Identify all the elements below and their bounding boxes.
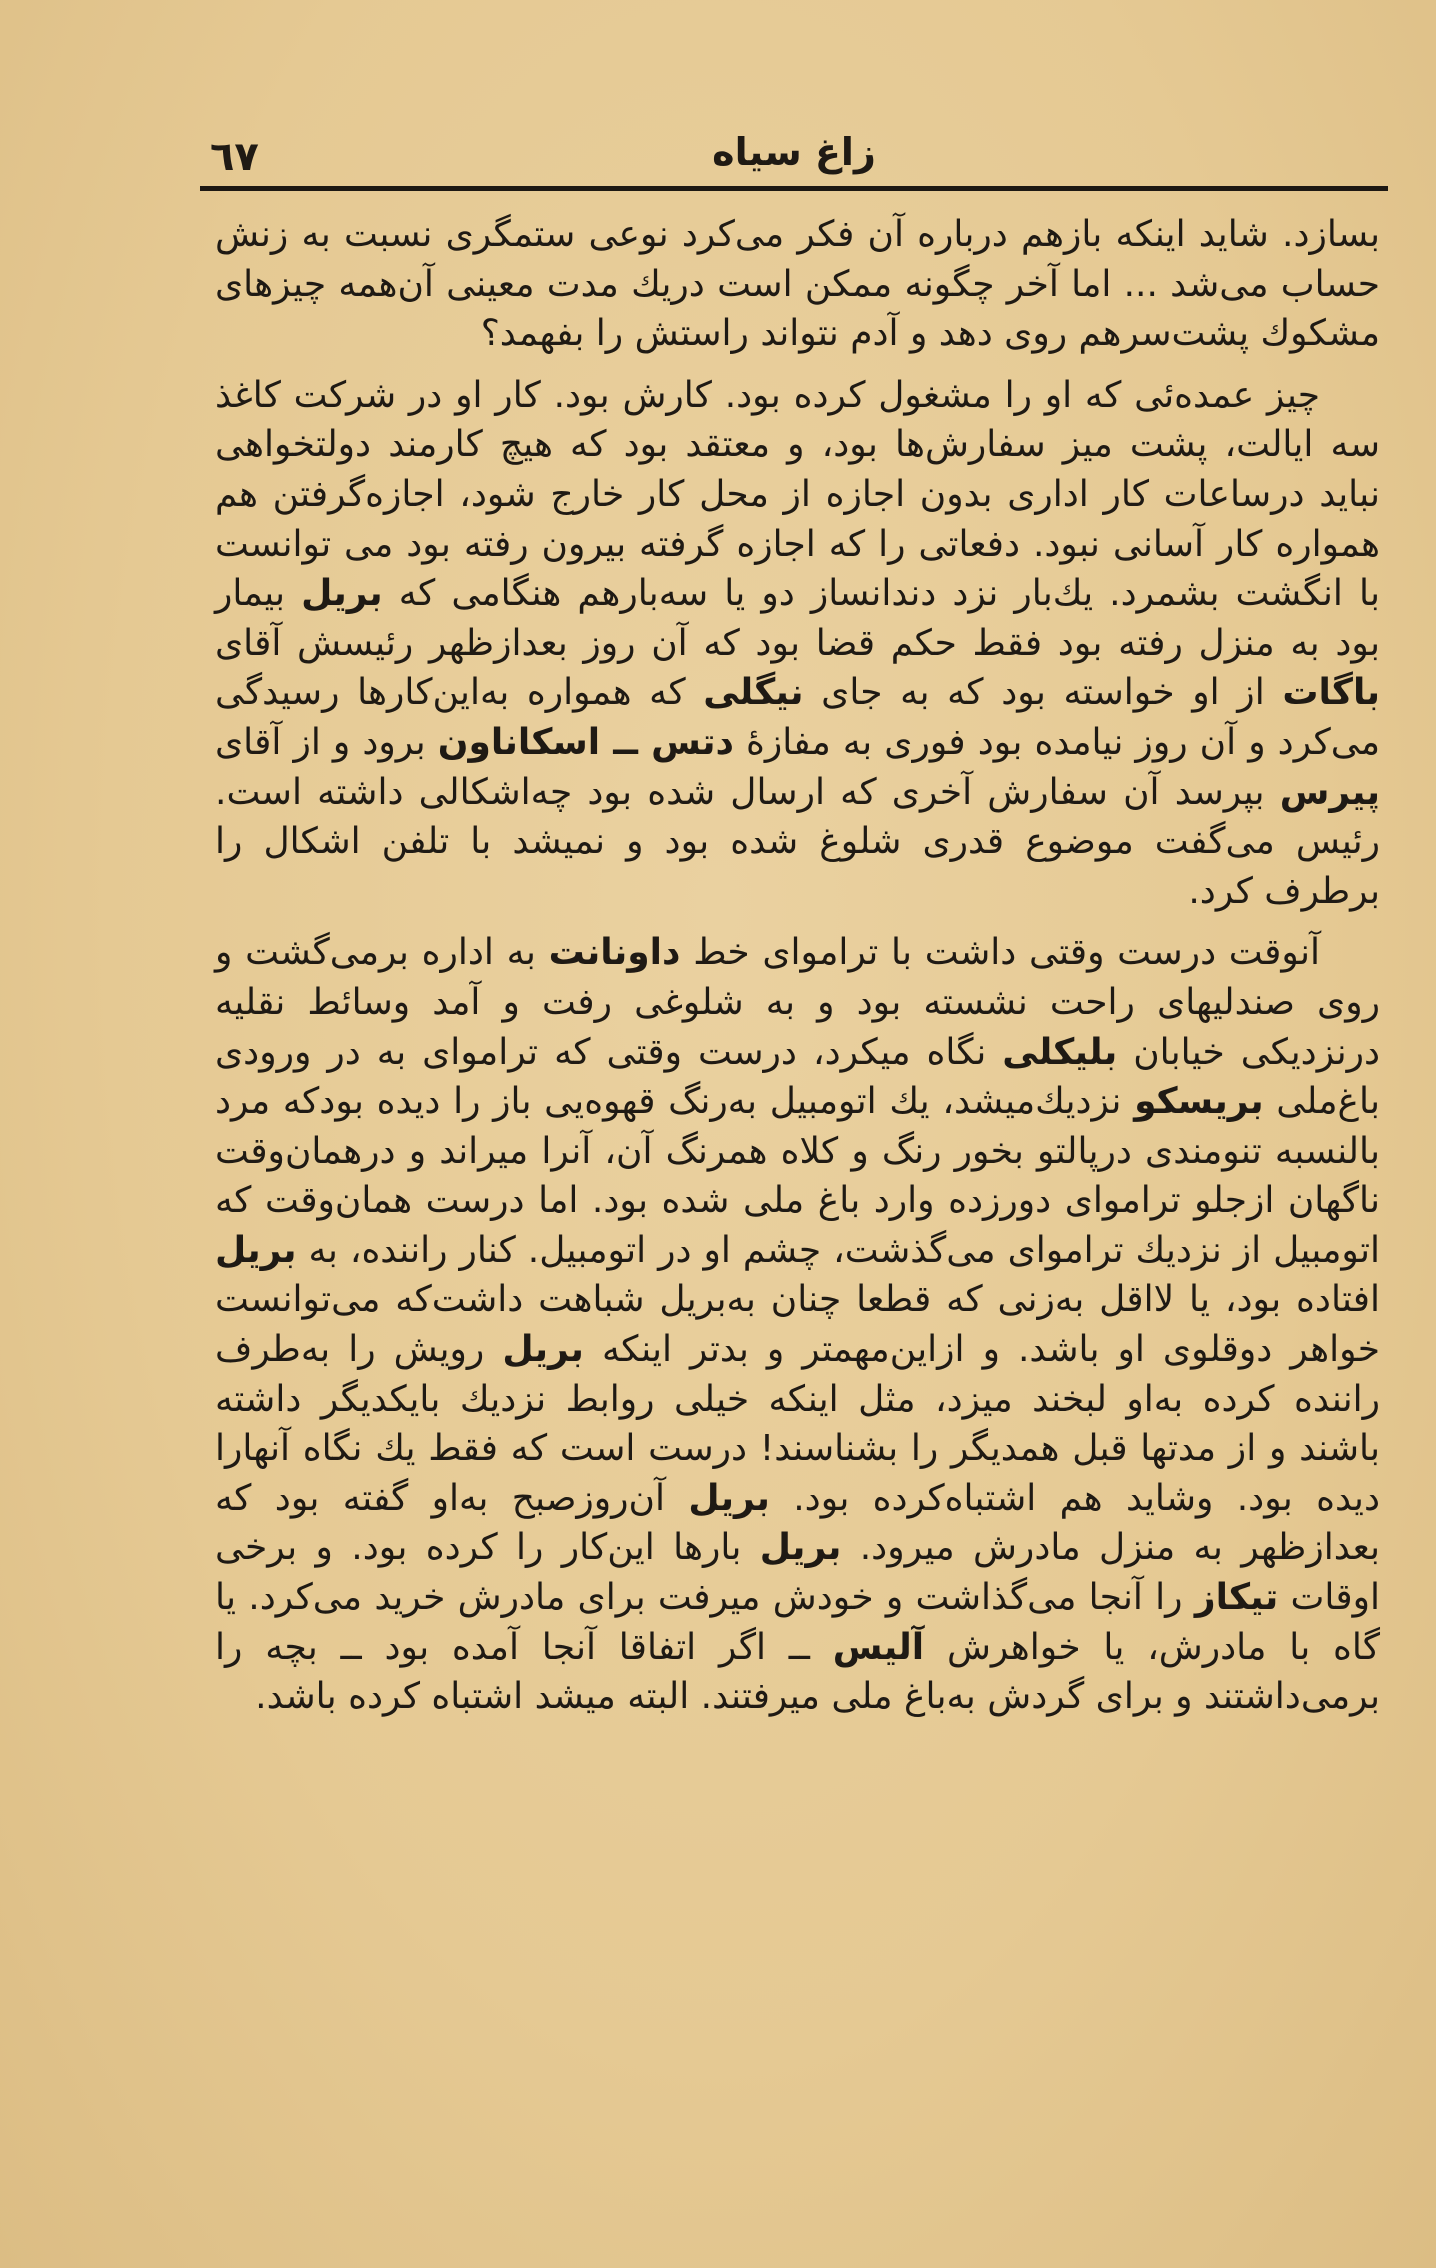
text-run: به اداره برمی‌گشت و روی صندلیهای راحت نشسته بود و به شلوغی رفت و آمد وسائط نقلیه درنزدیکی خیابان	[215, 932, 1381, 1073]
running-title: زاغ سیاه	[712, 130, 876, 174]
body-text	[215, 210, 1380, 1722]
text-run: از او خواسته بود که به جای	[803, 672, 1283, 714]
text-run: چیز عمده‌ئی که او را مشغول کرده بود. کارش بود. کار او در شرکت کاغذ سه ایالت، پشت میز سفارش‌ها بود، و معتقد بود که هیچ کارمند دولتخواهی نباید درساعات کار اداری بدون اجازه از محل کار خارج شود، اجازه‌گرفتن هم همواره کار آسانی نبود. دفعاتی را که اجازه گرفته بیرون رفته بود می توانست با انگشت بشمرد. یك‌بار نزد دندانساز دو یا سه‌بارهم هنگامی که	[215, 374, 1380, 615]
text-run: بسازد. شاید اینکه بازهم درباره آن فکر می‌کرد نوعی ستمگری نسبت به زنش حساب می‌شد ... اما آخر چگونه ممکن است دریك مدت معینی آن‌همه چیزهای مشکوك پشت‌سرهم روی دهد و آدم نتواند راستش را بفهمد؟	[215, 214, 1380, 355]
name-highlight: داونانت	[548, 932, 681, 974]
paragraph	[215, 928, 1380, 1722]
text-run: افتاده بود، یا لااقل به‌زنی که قطعا چنان به‌بریل شباهت داشت‌که می‌توانست خواهر دوقلوی او باشد. و ازاین‌مهمتر و بدتر اینکه	[215, 1279, 1380, 1371]
name-highlight: تیکاز	[1194, 1577, 1279, 1619]
name-highlight: بریل	[759, 1527, 842, 1569]
text-run: که همواره به‌این‌کارها رسیدگی می‌کرد و آن روز نیامده بود فوری به مفازهٔ	[215, 672, 1381, 763]
paragraph	[215, 210, 1380, 359]
name-highlight: بریسکو	[1134, 1081, 1264, 1123]
text-run: نگاه میکرد، درست وقتی که تراموای به در ورودی باغ‌ملی	[215, 1031, 1380, 1123]
page-header	[200, 120, 1388, 190]
paragraph	[215, 371, 1380, 917]
name-highlight: بریل	[301, 573, 383, 615]
name-highlight: پیرس	[1279, 771, 1380, 813]
text-run: برود و از آقای	[215, 721, 438, 763]
text-run: نزدیك‌میشد، یك اتومبیل به‌رنگ قهوه‌یی باز را دیده بودکه مرد بالنسبه تنومندی درپالتو بخور رنگ و کلاه همرنگ آن، آنرا میراند و درهمان‌وقت ناگهان ازجلو تراموای دورزده وارد باغ ملی شده بود. اما درست همان‌وقت که اتومبیل از نزدیك تراموای می‌گذشت، چشم او در اتومبیل. کنار راننده، به	[215, 1081, 1380, 1271]
name-highlight: نیگلی	[703, 672, 804, 714]
name-highlight: بریل	[688, 1477, 770, 1519]
name-highlight: بریل	[215, 1229, 297, 1271]
header-rule	[200, 186, 1388, 191]
text-run: بپرسد آن سفارش آخری که ارسال شده بود چه‌اشکالی داشته است. رئیس می‌گفت موضوع قدری شلوغ شده بود و نمیشد با تلفن اشکال را برطرف کرد.	[215, 771, 1380, 912]
text-run: آنوقت درست وقتی داشت با تراموای خط	[680, 932, 1320, 974]
text-run: بیمار بود به منزل رفته بود فقط حکم قضا بود که آن روز بعدازظهر رئیسش آقای	[215, 573, 1380, 664]
text-run: آن‌روزصبح به‌او گفته بود که بعدازظهر به منزل مادرش میرود.	[215, 1477, 1380, 1569]
text-run: ــ اگر اتفاقا آنجا آمده بود ــ بچه را برمی‌داشتند و برای گردش به‌باغ ملی میرفتند. البته میشد اشتباه کرده باشد.	[215, 1626, 1380, 1718]
page-number: ٦٧	[210, 134, 259, 180]
name-highlight: بلیکلی	[1002, 1031, 1118, 1073]
text-run: بارها این‌کار را کرده بود. و برخی اوقات	[215, 1527, 1380, 1619]
name-highlight: باگات	[1282, 672, 1380, 714]
name-highlight: دتس ــ اسکاناون	[437, 721, 734, 763]
text-run: رویش را به‌طرف راننده کرده به‌او لبخند میزد، مثل اینکه خیلی روابط نزدیك بایکدیگر داشته باشند و از مدتها قبل همدیگر را بشناسند! درست است که فقط یك نگاه آنهارا دیده بود. وشاید هم اشتباه‌کرده بود.	[215, 1329, 1380, 1519]
name-highlight: بریل	[502, 1329, 584, 1371]
text-run: را آنجا می‌گذاشت و خودش میرفت برای مادرش خرید می‌کرد. یا گاه با مادرش، یا خواهرش	[215, 1577, 1380, 1668]
name-highlight: آلیس	[832, 1626, 925, 1668]
